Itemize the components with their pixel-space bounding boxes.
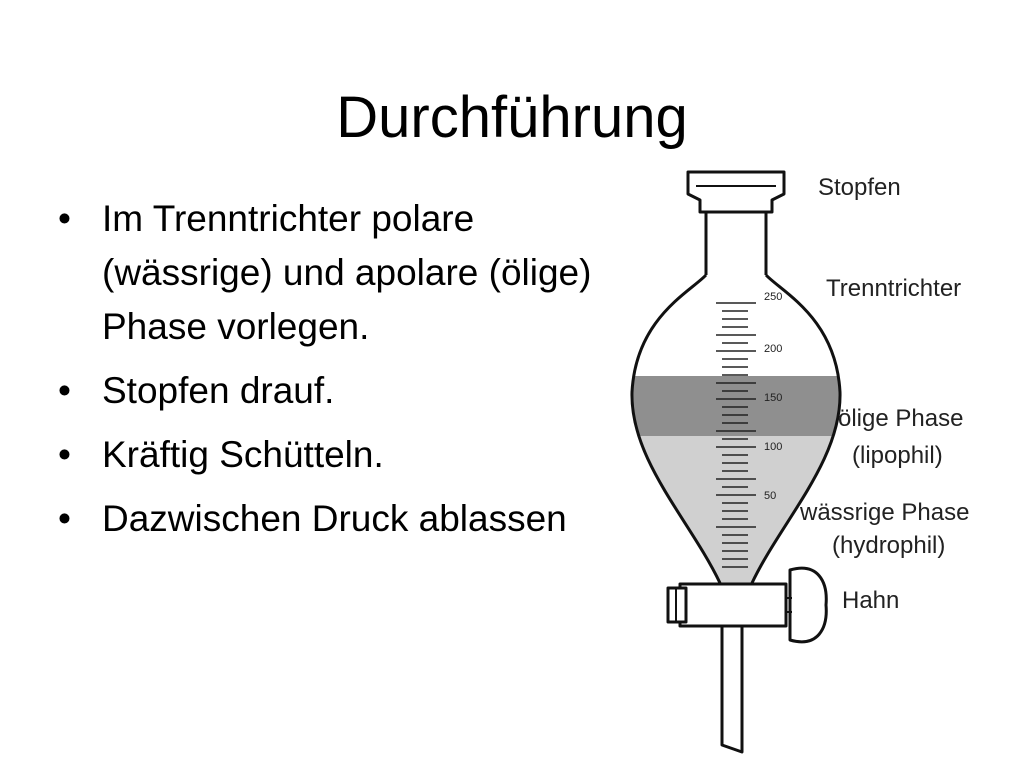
bullet-text: Dazwischen Druck ablassen xyxy=(102,498,567,539)
label-stopcock: Hahn xyxy=(842,587,900,614)
scale-label: 200 xyxy=(764,343,783,355)
stopcock xyxy=(680,584,786,626)
scale-label: 250 xyxy=(764,291,783,303)
label-water-phase-sub: (hydrophil) xyxy=(832,532,946,559)
stopper xyxy=(688,172,784,212)
funnel-neck xyxy=(706,212,766,275)
label-oil-phase-sub: (lipophil) xyxy=(852,442,943,469)
label-stopper: Stopfen xyxy=(818,174,901,201)
bullet-text: Kräftig Schütteln. xyxy=(102,434,384,475)
bullet-text: Im Trenntrichter polare (wässrige) und apolare (ölige) Phase vorlegen. xyxy=(102,198,592,347)
slide-title: Durchführung xyxy=(336,85,688,150)
bullet-dot: • xyxy=(58,370,71,411)
stopcock-knob xyxy=(790,568,826,642)
scale-label: 50 xyxy=(764,490,777,502)
scale-label: 150 xyxy=(764,392,783,404)
label-funnel: Trenntrichter xyxy=(826,275,962,302)
outlet-tube xyxy=(722,626,742,752)
bullet-dot: • xyxy=(58,498,71,539)
bullet-text: Stopfen drauf. xyxy=(102,370,335,411)
label-oil-phase: ölige Phase xyxy=(838,405,964,432)
scale-label: 100 xyxy=(764,441,783,453)
label-water-phase: wässrige Phase xyxy=(800,499,970,526)
bullet-dot: • xyxy=(58,198,71,239)
bullet-dot: • xyxy=(58,434,71,475)
